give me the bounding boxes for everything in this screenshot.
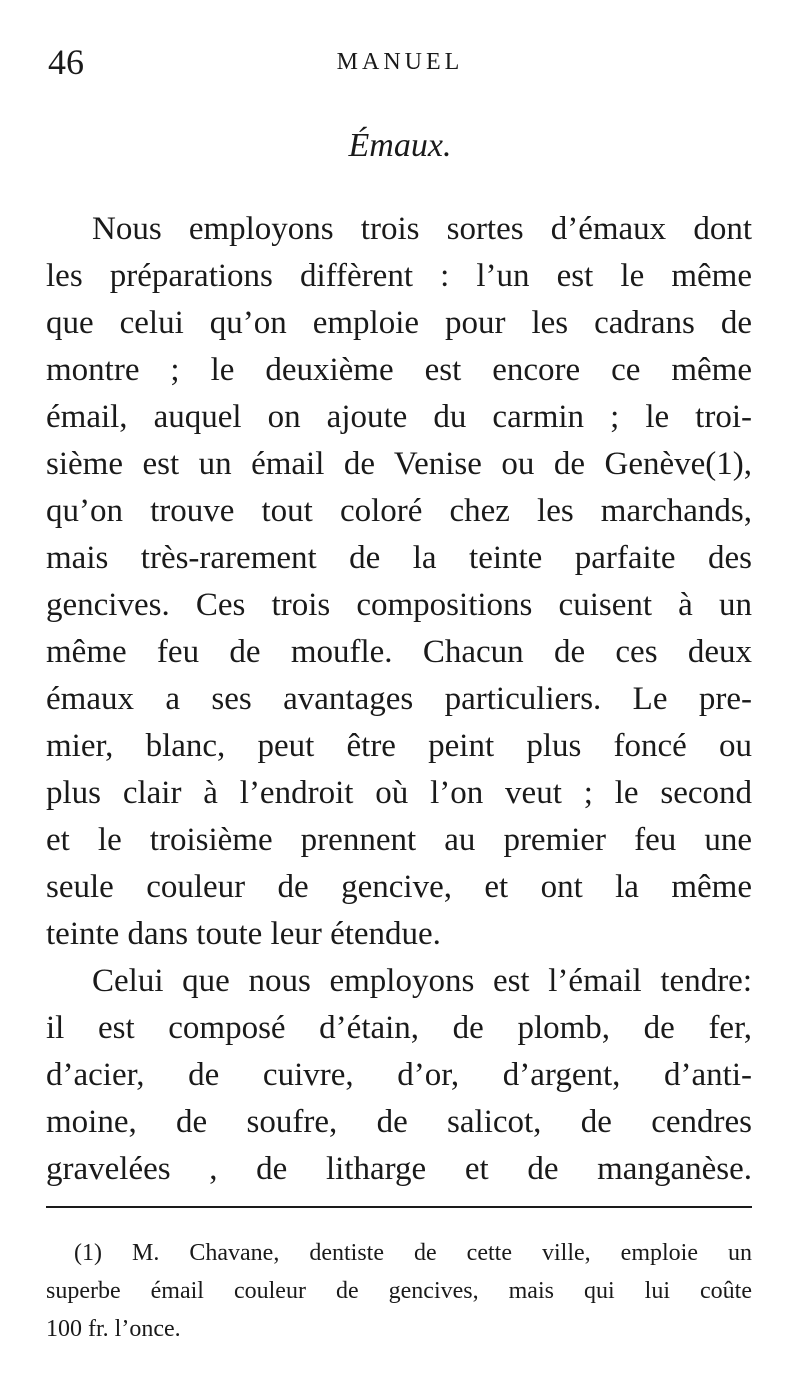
text-line: montre ; le deuxième est encore ce même xyxy=(46,352,752,388)
text-line: gencives. Ces trois compositions cuisent à un xyxy=(46,587,752,623)
footnote-line: (1) M. Chavane, dentiste de cette ville, emploie un xyxy=(74,1240,752,1266)
text-line: mais très-rarement de la teinte parfaite des xyxy=(46,540,752,576)
text-line: émail, auquel on ajoute du carmin ; le troi- xyxy=(46,399,752,435)
text-line: même feu de moufle. Chacun de ces deux xyxy=(46,634,752,670)
paragraph xyxy=(46,206,752,958)
footnote-rule xyxy=(46,1206,752,1208)
text-line: émaux a ses avantages particuliers. Le pre- xyxy=(46,681,752,717)
text-line: et le troisième prennent au premier feu une xyxy=(46,822,752,858)
text-line: Celui que nous employons est l’émail tendre: xyxy=(92,963,752,999)
body-text xyxy=(46,206,752,1193)
text-line: les préparations diffèrent : l’un est le même xyxy=(46,258,752,294)
text-line: d’acier, de cuivre, d’or, d’argent, d’anti- xyxy=(46,1057,752,1093)
text-line: que celui qu’on emploie pour les cadrans de xyxy=(46,305,752,341)
running-head: MANUEL xyxy=(336,49,464,75)
text-line: plus clair à l’endroit où l’on veut ; le second xyxy=(46,775,752,811)
footnote-line: 100 fr. l’once. xyxy=(46,1316,181,1342)
page-number: 46 xyxy=(48,42,84,82)
text-line: moine, de soufre, de salicot, de cendres xyxy=(46,1104,752,1140)
text-line: sième est un émail de Venise ou de Genève(1), xyxy=(46,446,752,482)
text-line: mier, blanc, peut être peint plus foncé ou xyxy=(46,728,752,764)
paragraph xyxy=(46,958,752,1193)
text-line: teinte dans toute leur étendue. xyxy=(46,916,441,952)
footnote-line: superbe émail couleur de gencives, mais qui lui coûte xyxy=(46,1278,752,1304)
text-line: qu’on trouve tout coloré chez les marchands, xyxy=(46,493,752,529)
text-line: Nous employons trois sortes d’émaux dont xyxy=(92,211,752,247)
section-title: Émaux. xyxy=(348,127,452,164)
footnote xyxy=(46,1234,752,1348)
text-line: gravelées , de litharge et de manganèse. xyxy=(46,1151,752,1187)
text-line: il est composé d’étain, de plomb, de fer, xyxy=(46,1010,752,1046)
text-line: seule couleur de gencive, et ont la même xyxy=(46,869,752,905)
